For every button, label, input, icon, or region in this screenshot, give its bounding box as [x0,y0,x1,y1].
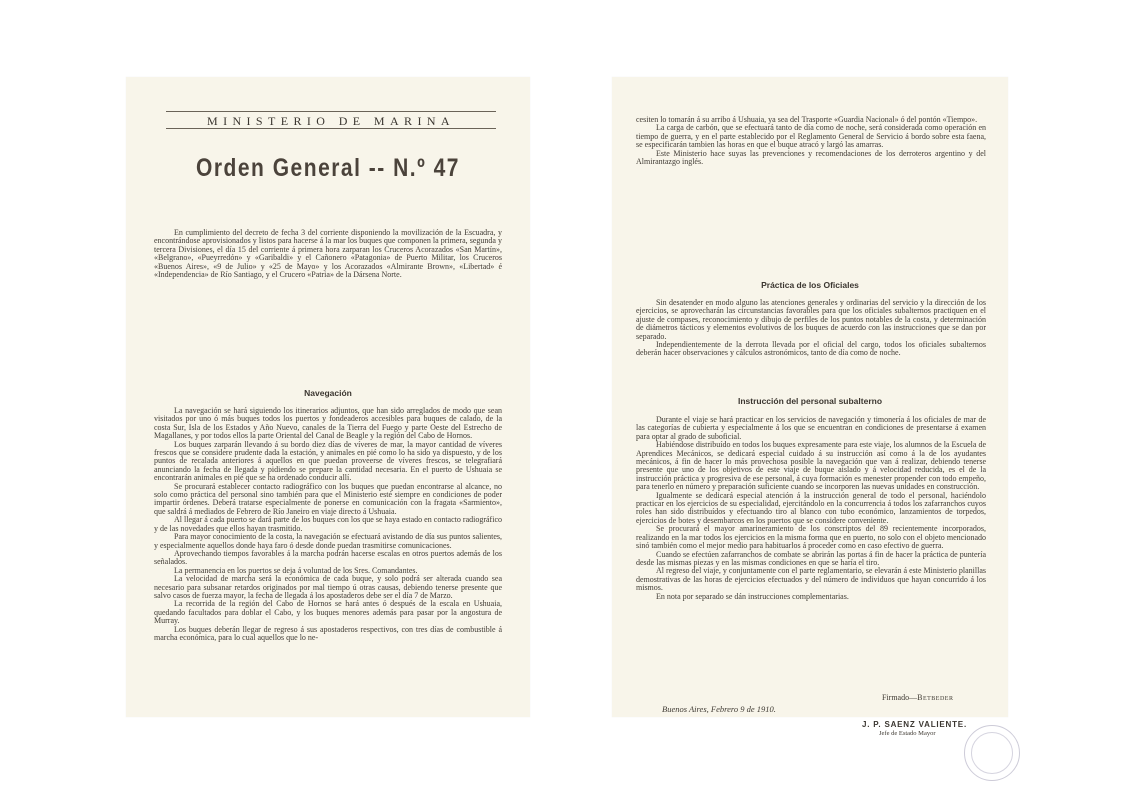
practice-heading: Práctica de los Oficiales [761,280,859,290]
navigation-heading: Navegación [304,388,352,398]
paragraph: La permanencia en los puertos se deja á voluntad de los Sres. Comandantes. [174,565,418,575]
paragraph: Para mayor conocimiento de la costa, la navegación se efectuará avistando de día sus puntos salientes, y especialmente aquellos donde haya faro ó desde donde puedan trasmitirse comunicaciones. [154,532,502,550]
signed-line [882,693,953,702]
signed-name: Betbeder [917,693,954,702]
date-line: Buenos Aires, Febrero 9 de 1910. [662,704,776,714]
header-rule-bottom [166,128,496,129]
paragraph: Este Ministerio hace suyas las prevenciones y recomendaciones de los derroteros argentino y del Almirantazgo inglés. [636,148,986,167]
paragraph: En nota por separado se dán instrucciones complementarias. [656,591,849,601]
continuation-paragraph: cesiten lo tomarán á su arribo á Ushuaia, ya sea del Trasporte «Guardia Nacional» ó del pontón «Tiempo». [636,115,978,124]
paragraph: Al llegar á cada puerto se dará parte de los buques con los que se haya estado en contacto radiográfico y de las novedades que ellos hayan trasmitido. [154,515,502,533]
paragraph: Los buques zarparán llevando á su bordo diez días de víveres de mar, la mayor cantidad de víveres frescos que se considere prudente dada la estación, y animales en pié como lo ha sido ya dispuesto, y de los puntos de recalada anteriores á aquellos en que puedan proveerse de víveres frescos, se telegrafiará anunciando la fecha de llegada y pidiendo se prepare la cantidad necesaria. En el puerto de Ushuaia se encontrarán animales en pié que se ha ordenado conducir allí. [154,439,502,483]
archive-stamp [964,725,1020,781]
continuation-section [636,116,986,166]
paragraph: La velocidad de marcha será la económica de cada buque, y solo podrá ser alterada cuando sea necesario para subsanar retardos originados por mal tiempo ú otras causas, debiendo tenerse presente que salvo casos de fuerza mayor, la fecha de llegada á los apostaderos debe ser el día 7 de Marzo. [154,574,502,600]
order-title: Orden General -- N.º 47 [196,154,460,182]
paragraph: Se procurará establecer contacto radiográfico con los buques que puedan encontrarse al alcance, no solo como práctica del personal sino también para que el Ministerio esté siempre en condiciones de poder impartir órdenes. Deberá tratarse especialmente de ponerse en comunicación con la fragata «Sarmiento», que saldrá á mediados de Febrero de Río Janeiro en viaje directo á Ushuaia. [154,481,502,516]
paragraph: La recorrida de la región del Cabo de Hornos se hará antes ó después de la escala en Ushuaia, quedando facultados para doblar el Cabo, y los buques menores además para pasar por la angostura de Murray. [154,599,502,626]
signature-role: Jefe de Estado Mayor [879,730,936,737]
paragraph: Aprovechando tiempos favorables á la marcha podrán hacerse escalas en otros puertos además de los señalados. [154,548,502,567]
paragraph: Cuando se efectúen zafarranchos de combate se abrirán las portas á fin de hacer la práctica de puntería desde las mismas piezas y en las mismas condiciones en que se haría el tiro. [636,549,986,567]
paragraph: Habiéndose distribuído en todos los buques expresamente para este viaje, los alumnos de la Escuela de Aprendices Mecánicos, se dedicará especial cuidado á su instrucción así como á la de los ayudantes mecánicos, á fin de hacer lo más provechosa posible la navegación que van á realizar, debiendo tenerse presente que uno de los objetivos de este viaje de buque aislado y á velocidad reducida, es el de la instrucción práctica y progresiva de ese personal, á cuya formación es menester propender con todo empeño, para tenerlo en número y preparación suficiente cuando se incorporen las nuevas unidades en construcción. [636,440,986,492]
signed-label: Firmado— [882,693,918,702]
right-page [612,77,1008,737]
instruction-heading: Instrucción del personal subalterno [737,396,883,406]
signature-name: J. P. SAENZ VALIENTE. [862,720,967,729]
intro-paragraph: En cumplimiento del decreto de fecha 3 del corriente disponiendo la movilización de la Escuadra, y encontrándose aprovisionados y listos para hacerse á la mar los buques que componen la primera, segunda y tercera Divisiones, el día 15 del corriente á primera hora zarparan los Cruceros Acorazados «San Martín», «Belgrano», «Pueyrredón» y «Garibaldi» y el Cañonero «Patagonia» de Puerto Militar, los Cruceros «Buenos Aires», «9 de Julio» y «25 de Mayo» y los Acorazados «Almirante Brown», «Libertad» é «Independencia» de Río Santiago, y el Crucero «Patria» de la Dársena Norte. [154,228,502,280]
paragraph: Se procurará el mayor amarineramiento de los conscriptos del 89 recientemente incorporados, realizando en la mar todos los ejercicios en la misma forma que en puerto, no solo con el objeto mencionado sinó también como el mejor medio para habituarlos á proceder como en caso efectivo de guerra. [636,524,986,551]
ministry-header: MINISTERIO DE MARINA [207,114,455,128]
paragraph: La navegación se hará siguiendo los itinerarios adjuntos, que han sido arreglados de modo que sean visitados por uno ó más buques todos los puertos y fondeaderos accesibles para buques de calado, de la costa Sur, Isla de los Estados y Año Nuevo, canales de la Tierra del Fuego y parte Oeste del Estrecho de Magallanes, y por todos ellos la parte Oriental del Canal de Beagle y la región del Cabo de Hornos. [154,406,502,441]
left-page [126,77,530,717]
paragraph: Independientemente de la derrota llevada por el oficial del cargo, todos los oficiales subalternos deberán hacer observaciones y cálculos astronómicos, tanto de día como de noche. [636,340,986,358]
header-rule-top [166,111,496,112]
paragraph: Sin desatender en modo alguno las atenciones generales y ordinarias del servicio y la dirección de los ejercicios, se aprovecharán las circunstancias favorables para que los oficiales subalternos practiquen en el ajuste de compases, reconocimiento y dibujo de perfiles de los puntos notables de la costa, y determinación de diámetros tácticos y elementos evolutivos de los buques de acuerdo con las instrucciones que se dan por separado. [636,298,986,341]
paragraph: Durante el viaje se hará practicar en los servicios de navegación y timonería á los oficiales de mar de las categorías de cubierta y especialmente á los que se encuentran en condiciones de presentarse á examen para optar al grado de suboficial. [636,415,986,441]
paragraph: Los buques deberán llegar de regreso á sus apostaderos respectivos, con tres días de combustible á marcha económica, para lo cual aquellos que lo ne- [154,624,502,642]
practice-body [636,299,986,358]
instruction-body [636,416,986,601]
paragraph: Igualmente se dedicará especial atención á la instrucción general de todo el personal, haciéndolo practicar en los ejercicios de su especialidad, ejercitándolo en la concurrencia á todos los zafarranchos cuyos roles han sido distribuídos y efectuando tiro al blanco con tubo económico, lanzamientos de torpedos, ejercicios de botes y desembarcos en los puertos que se considere conveniente. [636,490,986,525]
archive-stamp-inner [971,732,1013,774]
navigation-body [154,407,502,642]
paragraph: La carga de carbón, que se efectuará tanto de día como de noche, será considerada como operación en tiempo de guerra, y en el parte establecido por el Reglamento General de Servicio á bordo sobre esta faena, se especificarán tambien las horas en que el buque atracó y largó las amarras. [636,123,986,150]
paragraph: Al regreso del viaje, y conjuntamente con el parte reglamentario, se elevarán á este Ministerio planillas demostrativas de las horas de ejercicios efectuados y del número de individuos que hayan concurrido á los mismos. [636,566,986,593]
intro-section [154,229,502,279]
